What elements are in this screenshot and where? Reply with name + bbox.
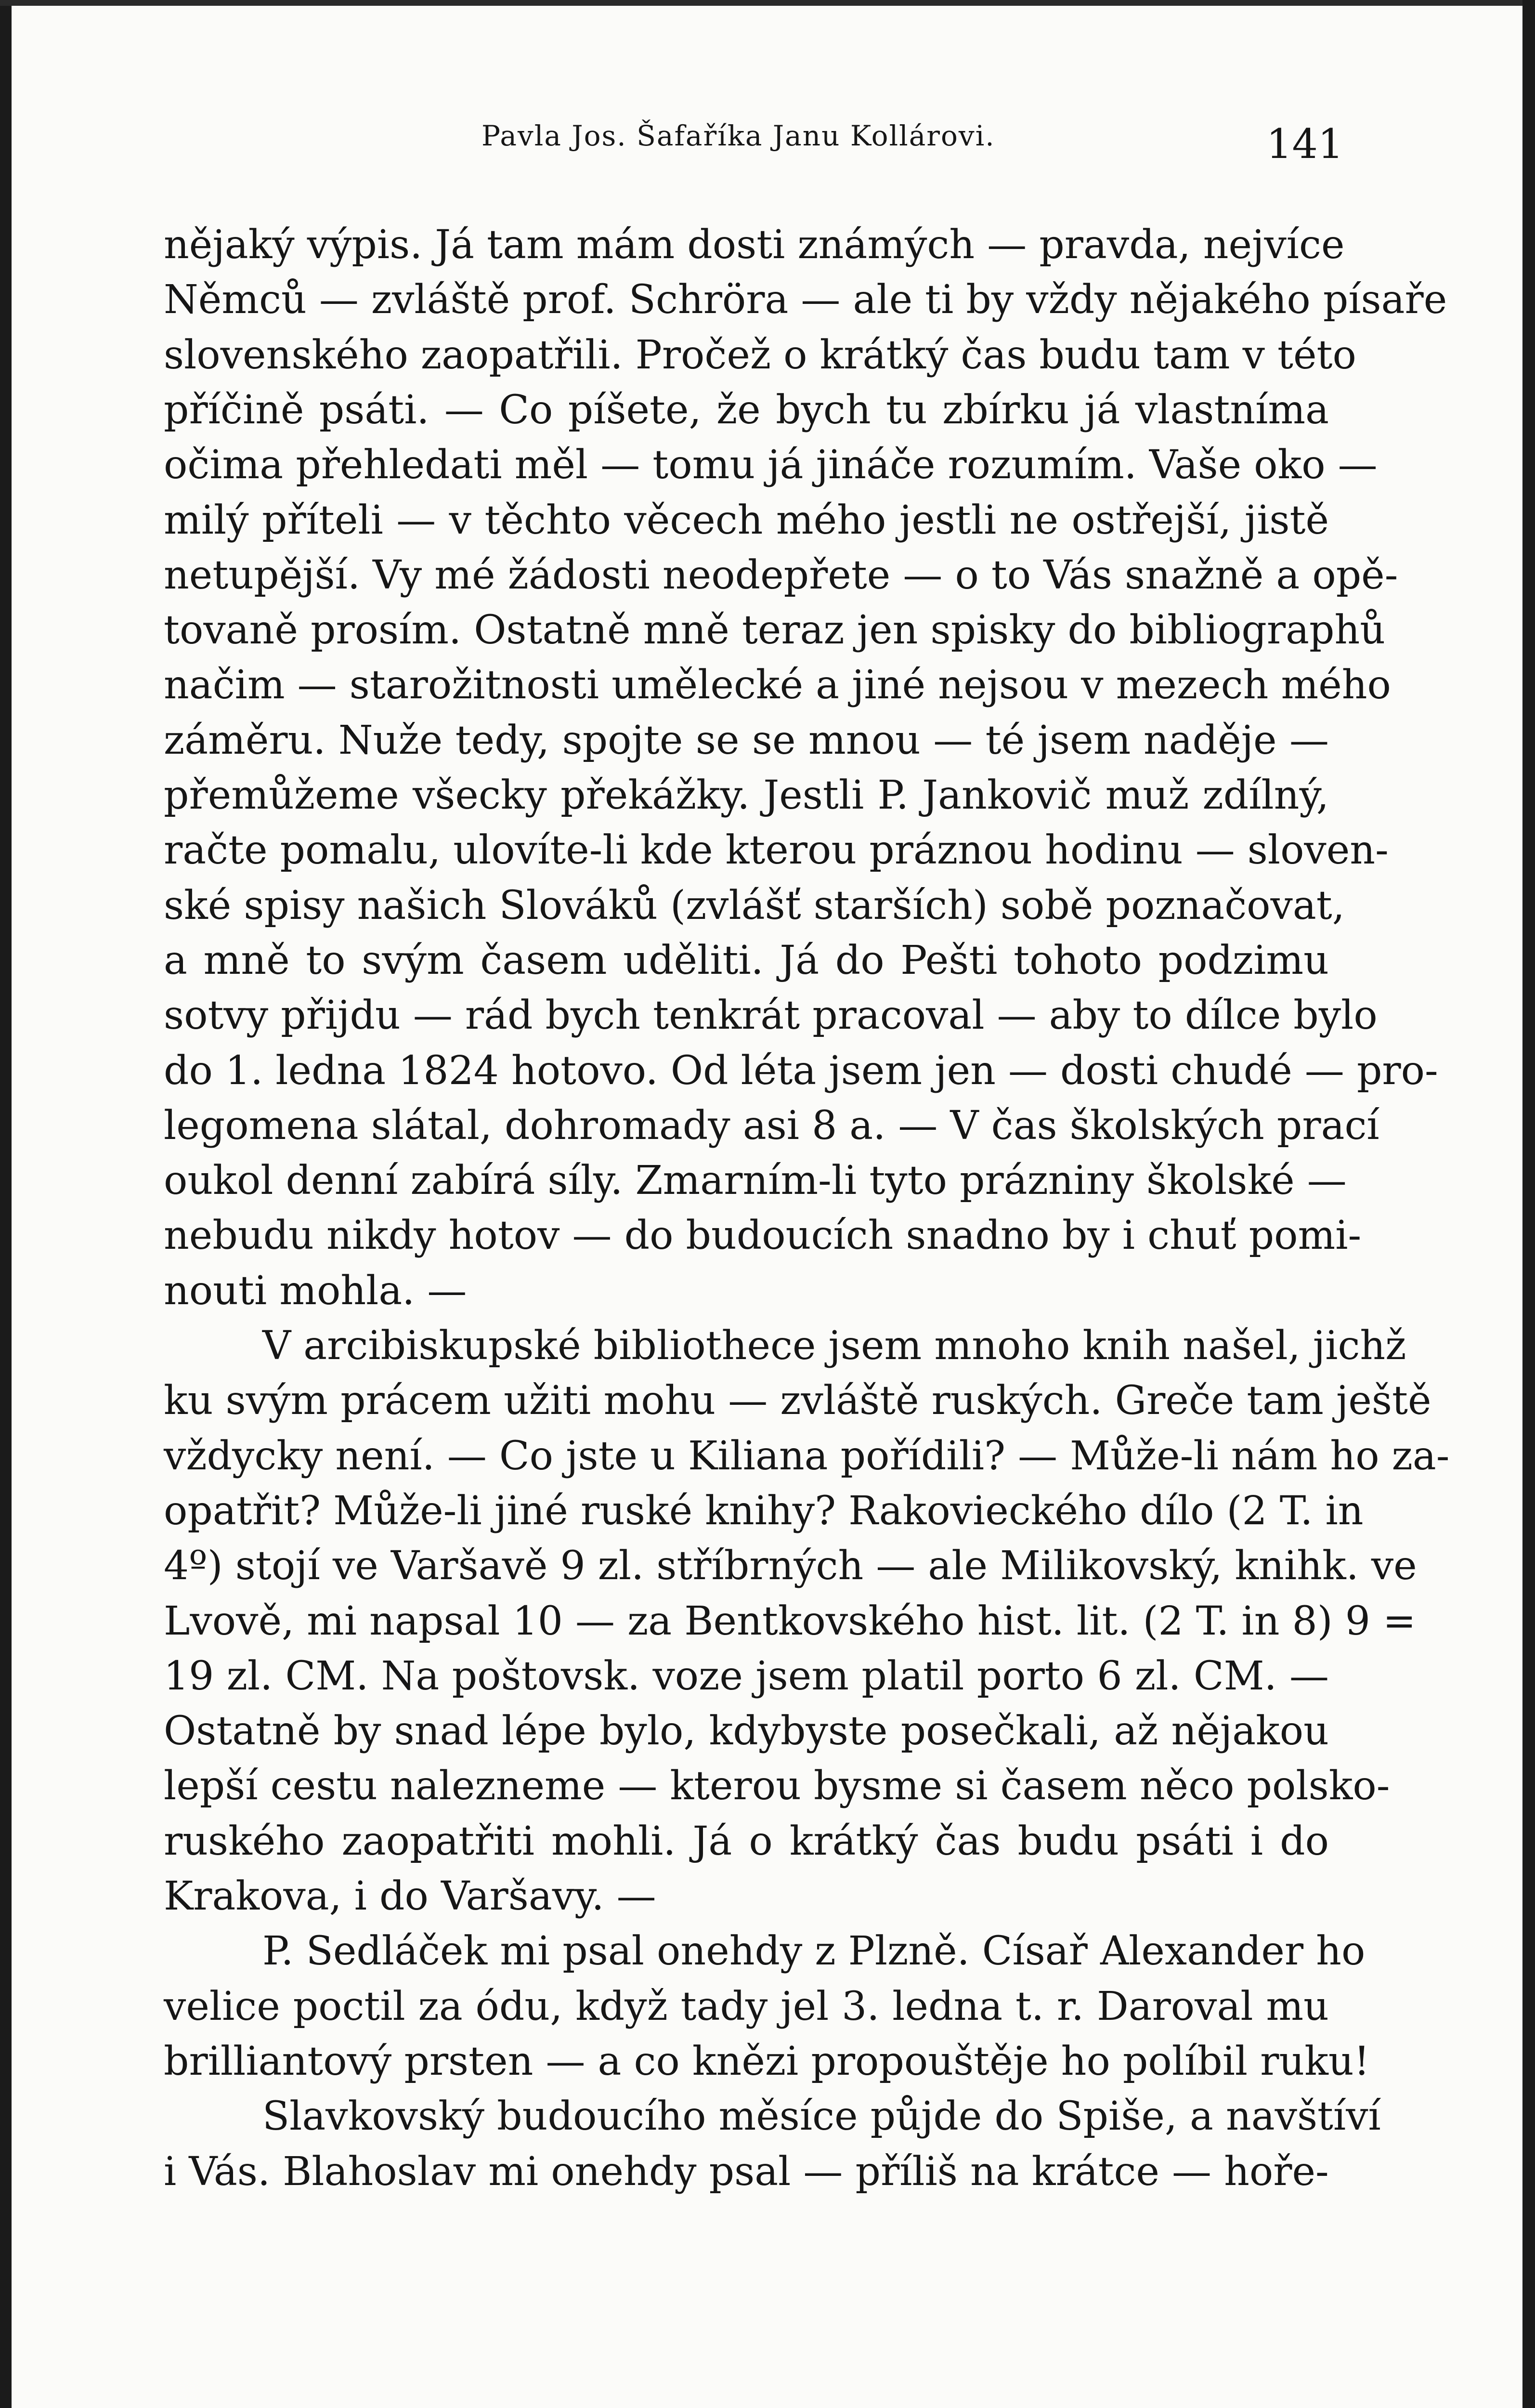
text-line: nějaký výpis. Já tam mám dosti známých — pravda, nejvíce [164,222,1345,268]
text-line: oukol denní zabírá síly. Zmarním-li tyto prázniny školské — [164,1158,1347,1204]
text-line: račte pomalu, ulovíte-li kde kterou práznou hodinu — sloven- [164,827,1389,873]
text-line: i Vás. Blahoslav mi onehdy psal — příliš na krátce — hoře- [164,2149,1329,2195]
text-line: ku svým prácem užiti mohu — zvláště ruských. Greče tam ještě [164,1378,1431,1424]
text-line: tovaně prosím. Ostatně mně teraz jen spisky do bibliographů [164,607,1386,653]
text-line: netupější. Vy mé žádosti neodepřete — o to Vás snažně a opě- [164,552,1398,598]
text-line: Slavkovský budoucího měsíce půjde do Spiše, a navštíví [262,2094,1381,2139]
scan-left-edge [0,0,12,2408]
text-line: milý příteli — v těchto věcech mého jestli ne ostřejší, jistě [164,497,1329,543]
text-line: lepší cestu nalezneme — kterou bysme si časem něco polsko- [164,1763,1390,1809]
text-line: sotvy přijdu — rád bych tenkrát pracoval — aby to dílce bylo [164,993,1378,1038]
text-line: očima přehledati měl — tomu já jináče rozumím. Vaše oko — [164,442,1378,488]
text-line: legomena slátal, dohromady asi 8 a. — V čas školských prací [164,1103,1379,1149]
scan-top-edge [0,0,1535,6]
text-line: 4º) stojí ve Varšavě 9 zl. stříbrných — ale Milikovský, knihk. ve [164,1543,1417,1589]
text-line: Lvově, mi napsal 10 — za Bentkovského hist. lit. (2 T. in 8) 9 = [164,1598,1416,1644]
text-line: nouti mohla. — [164,1268,467,1314]
text-line: slovenského zaopatřili. Pročež o krátký čas budu tam v této [164,332,1356,378]
scan-right-edge [1522,0,1535,2408]
text-line: nebudu nikdy hotov — do budoucích snadno by i chuť pomi- [164,1213,1362,1258]
text-line: Ostatně by snad lépe bylo, kdybyste posečkali, až nějakou [164,1708,1329,1754]
text-line: P. Sedláček mi psal onehdy z Plzně. Císař Alexander ho [262,1928,1366,1974]
text-line: záměru. Nuže tedy, spojte se se mnou — té jsem naděje — [164,718,1329,763]
text-line: ské spisy našich Slováků (zvlášť starších) sobě poznačovat, [164,883,1345,929]
page-number: 141 [1266,120,1344,168]
text-line: ruského zaopatřiti mohli. Já o krátký čas budu psáti i do [164,1819,1329,1864]
text-line: 19 zl. CM. Na poštovsk. voze jsem platil porto 6 zl. CM. — [164,1653,1329,1699]
text-line: do 1. ledna 1824 hotovo. Od léta jsem jen — dosti chudé — pro- [164,1048,1438,1094]
text-line: vždycky není. — Co jste u Kiliana pořídili? — Může-li nám ho za- [164,1433,1450,1479]
text-line: Němců — zvláště prof. Schröra — ale ti by vždy nějakého písaře [164,277,1447,323]
text-line: velice poctil za ódu, když tady jel 3. ledna t. r. Daroval mu [164,1984,1329,2029]
text-line: načim — starožitnosti umělecké a jiné nejsou v mezech mého [164,662,1391,708]
text-line: a mně to svým časem uděliti. Já do Pešti tohoto podzimu [164,938,1329,983]
text-line: příčině psáti. — Co píšete, že bych tu zbírku já vlastníma [164,387,1329,433]
text-line: brilliantový prsten — a co knězi propouštěje ho políbil ruku! [164,2039,1370,2084]
running-head: Pavla Jos. Šafaříka Janu Kollárovi. [481,119,995,152]
text-line: Krakova, i do Varšavy. — [164,1873,656,1919]
text-line: přemůžeme všecky překážky. Jestli P. Jankovič muž zdílný, [164,772,1329,818]
text-line: opatřit? Může-li jiné ruské knihy? Rakovieckého dílo (2 T. in [164,1488,1364,1534]
text-line: V arcibiskupské bibliothece jsem mnoho knih našel, jichž [262,1323,1406,1369]
